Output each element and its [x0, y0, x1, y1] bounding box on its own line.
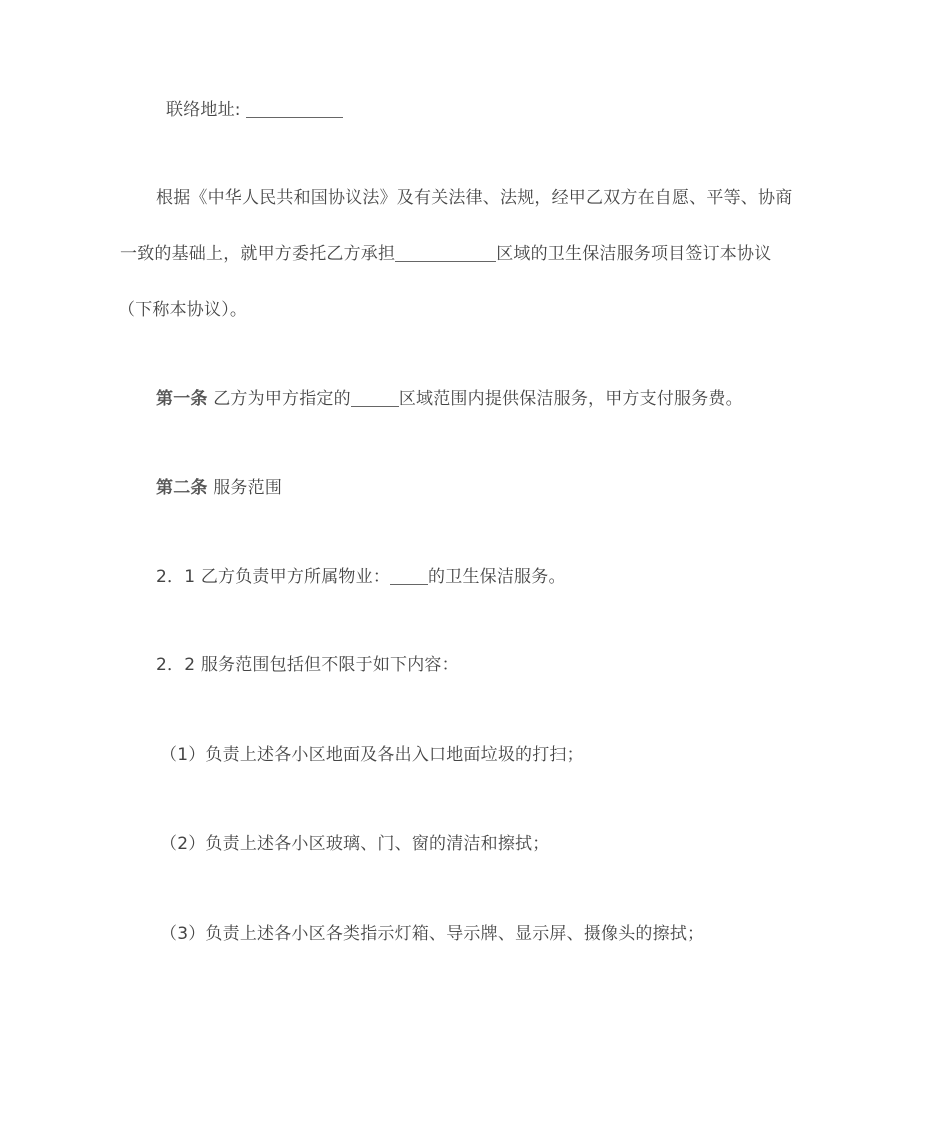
article-2-title: 服务范围	[213, 478, 283, 498]
article-1	[156, 387, 743, 411]
preamble-text-after-blank: 区域的卫生保洁服务项目签订本协议	[496, 244, 772, 264]
article-2	[156, 476, 282, 500]
preamble-line-2	[120, 242, 771, 266]
clause-2-1-text-before-blank: 2．1 乙方负责甲方所属物业：	[156, 567, 391, 587]
preamble-text-before-blank: 一致的基础上，就甲方委托乙方承担	[120, 244, 396, 264]
contact-address-blank	[246, 99, 343, 118]
list-item: （2）负责上述各小区玻璃、门、窗的清洁和擦拭；	[160, 834, 550, 854]
clause-2-1-text-after-blank: 的卫生保洁服务。	[428, 567, 566, 587]
article-1-area-blank	[351, 388, 399, 407]
article-1-text-before-blank: 乙方为甲方指定的	[213, 389, 351, 409]
article-2-heading: 第二条	[156, 478, 208, 498]
clause-2-2: 2．2 服务范围包括但不限于如下内容：	[156, 655, 459, 675]
preamble-line-3: （下称本协议）。	[118, 300, 248, 320]
service-area-blank	[395, 243, 496, 262]
clause-2-1	[156, 565, 566, 589]
list-item: （3）负责上述各小区各类指示灯箱、导示牌、显示屏、摄像头的擦拭；	[160, 924, 705, 944]
preamble-line-1: 根据《中华人民共和国协议法》及有关法律、法规，经甲乙双方在自愿、平等、协商	[156, 188, 793, 208]
contact-address-label: 联络地址:	[166, 100, 241, 120]
article-1-heading: 第一条	[156, 389, 208, 409]
article-1-text-after-blank: 区域范围内提供保洁服务，甲方支付服务费。	[398, 389, 743, 409]
list-item: （1）负责上述各小区地面及各出入口地面垃圾的打扫；	[160, 745, 584, 765]
property-blank	[390, 566, 428, 585]
contact-address-line	[166, 98, 343, 122]
